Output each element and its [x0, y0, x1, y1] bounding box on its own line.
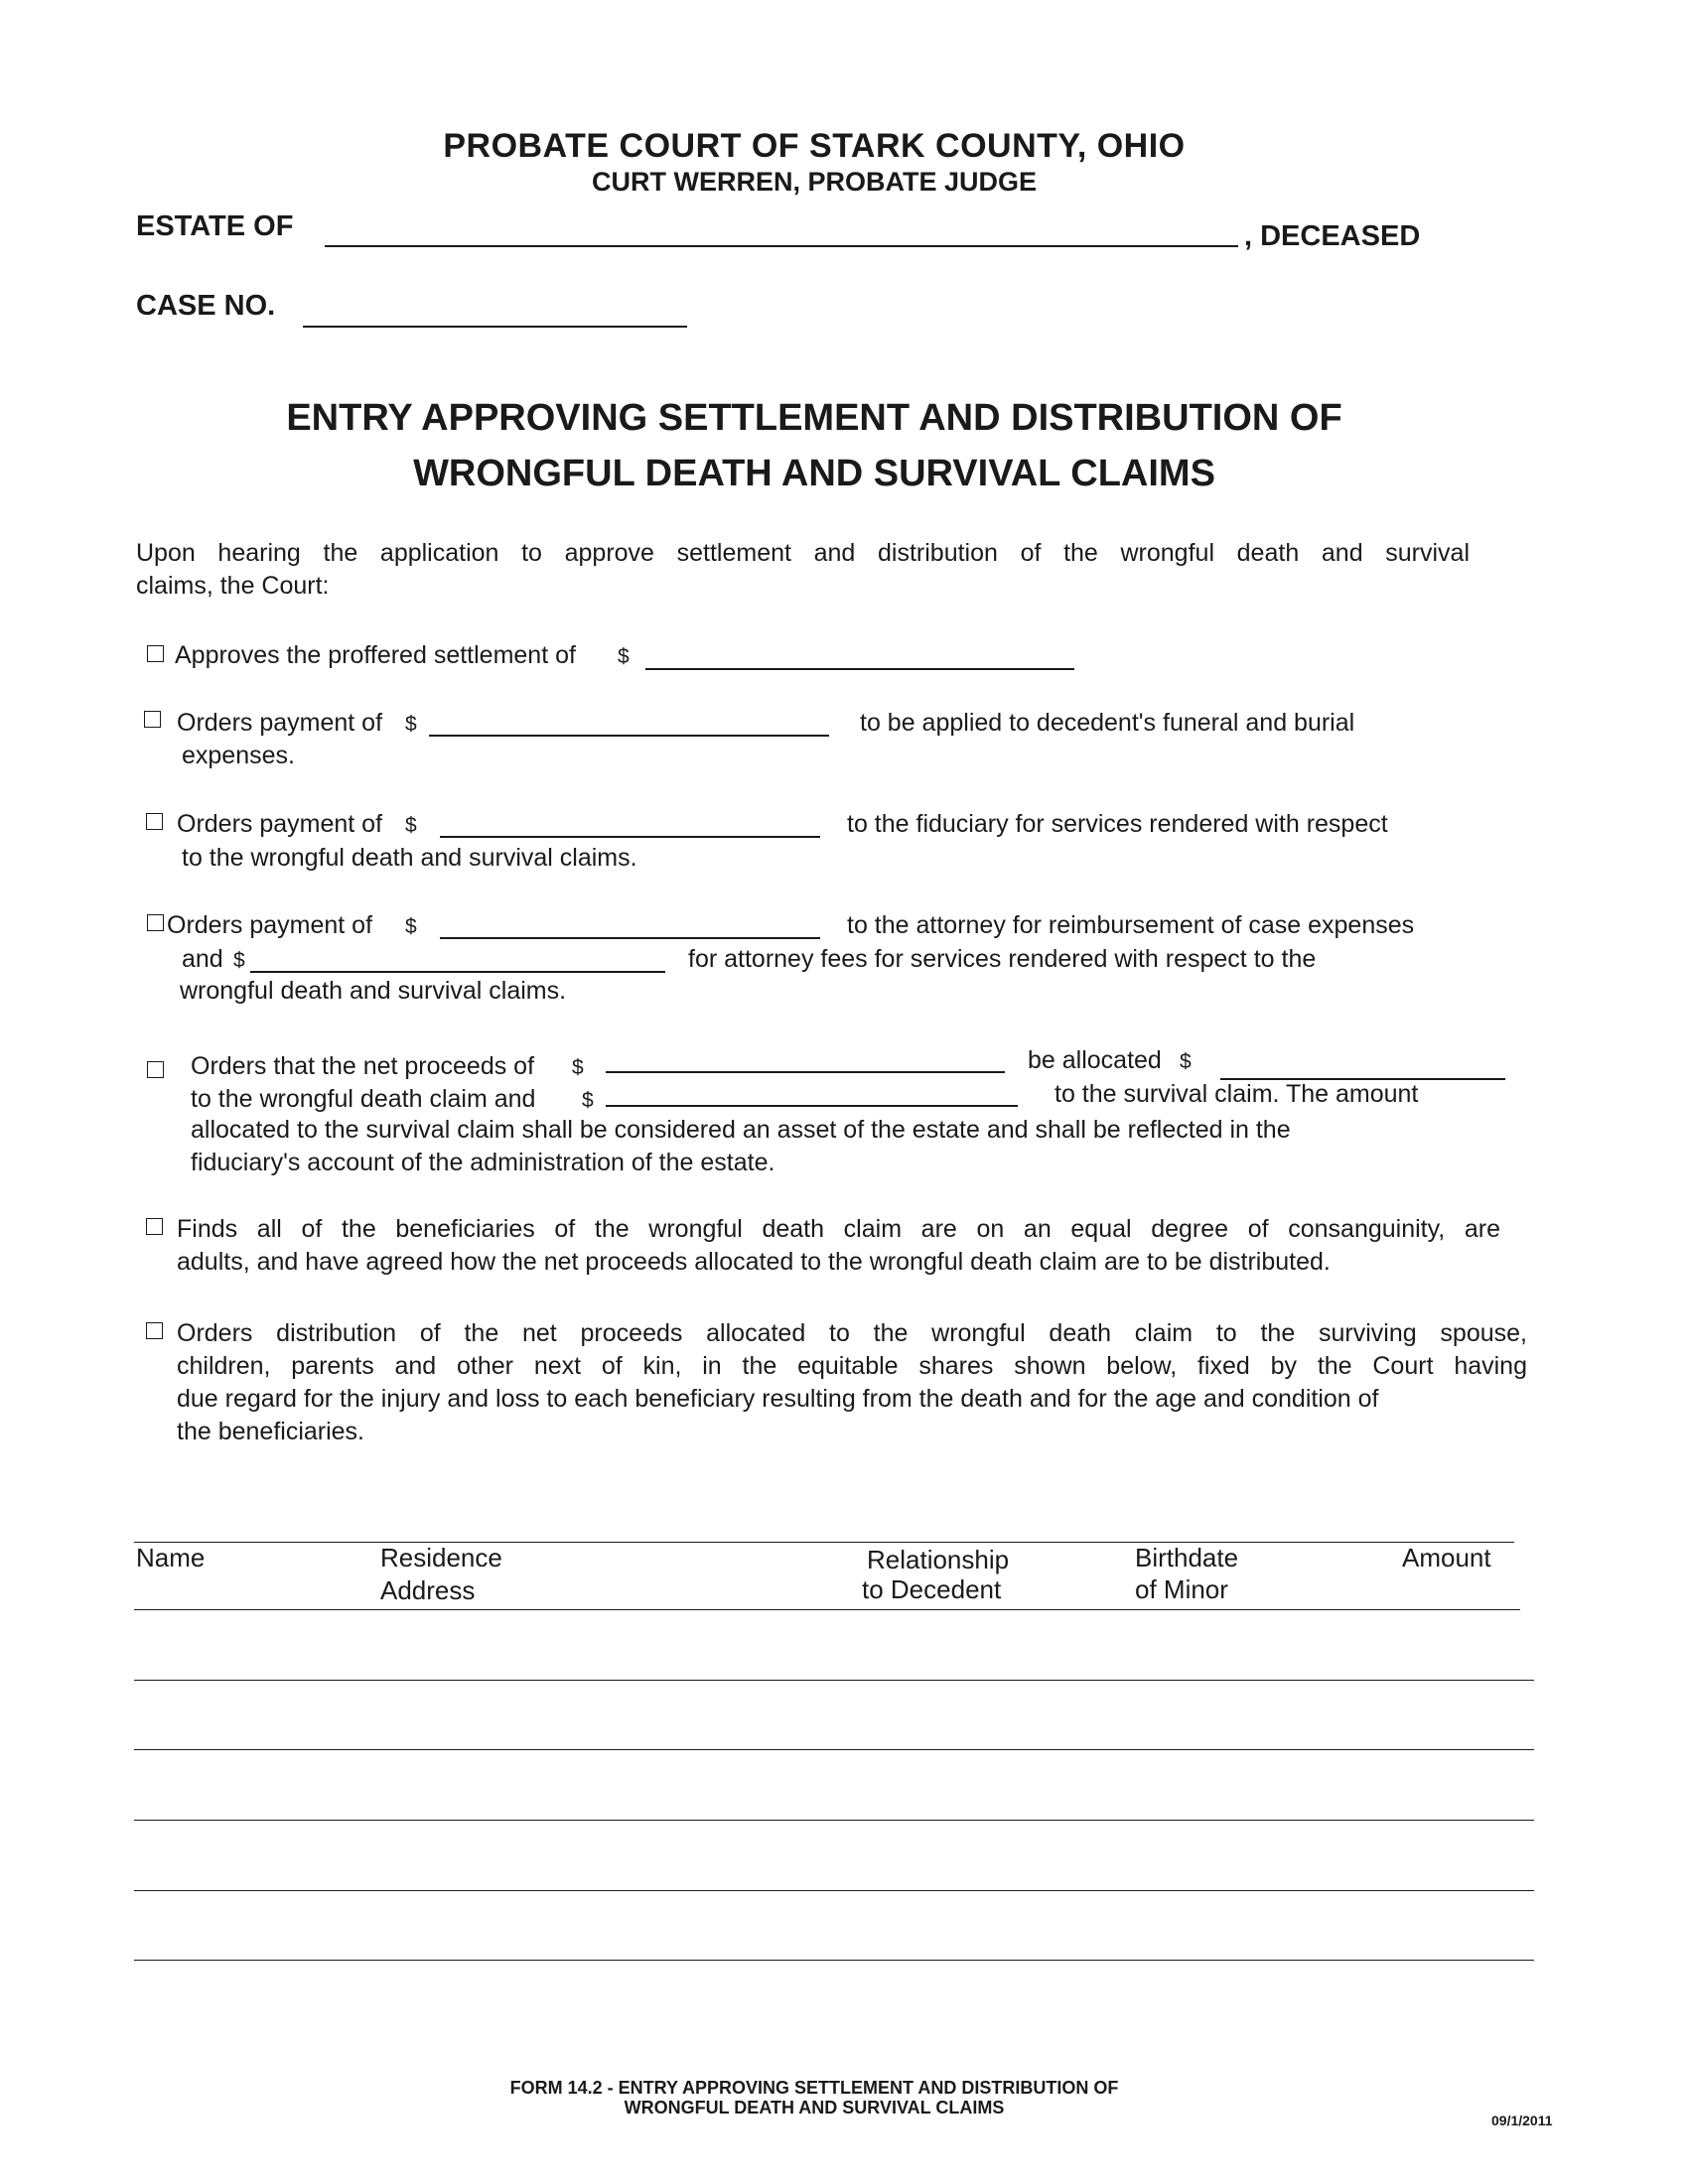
funeral-payment-checkbox[interactable] — [144, 711, 161, 728]
document-title-line1: ENTRY APPROVING SETTLEMENT AND DISTRIBUTION OF — [286, 397, 1342, 439]
fiduciary-payment-purpose: to the fiduciary for services rendered with respect — [847, 810, 1388, 838]
fiduciary-payment-checkbox[interactable] — [146, 813, 163, 830]
attorney-and-label: and — [182, 945, 223, 973]
estate-name-field[interactable] — [325, 245, 1238, 247]
estate-label: ESTATE OF — [136, 210, 294, 242]
table-top-rule — [134, 1542, 1514, 1543]
survival-allocation-field[interactable] — [606, 1105, 1018, 1107]
case-number-field[interactable] — [303, 326, 687, 328]
dollar-sign: $ — [618, 645, 630, 668]
table-row-line[interactable] — [134, 1960, 1534, 1961]
intro-line1: Upon hearing the application to approve settlement and distribution of the wrongful death and survival — [136, 539, 1470, 567]
table-row-line[interactable] — [134, 1820, 1534, 1821]
net-proceeds-line4: fiduciary's account of the administration of the estate. — [191, 1149, 775, 1176]
attorney-payment-prefix: Orders payment of — [167, 911, 373, 939]
col-header-to-decedent: to Decedent — [862, 1574, 1002, 1604]
footer-form-number: FORM 14.2 — [509, 2078, 603, 2098]
distribution-line4: the beneficiaries. — [177, 1418, 365, 1445]
approve-settlement-checkbox[interactable] — [147, 645, 164, 662]
attorney-payment-line3: wrongful death and survival claims. — [180, 977, 567, 1005]
be-allocated-label: be allocated — [1028, 1046, 1162, 1074]
distribution-checkbox[interactable] — [146, 1322, 163, 1339]
net-proceeds-line2-prefix: to the wrongful death claim and — [191, 1085, 536, 1113]
form-revision-date: 09/1/2011 — [1491, 2113, 1553, 2128]
fiduciary-payment-prefix: Orders payment of — [177, 810, 383, 838]
table-row-line[interactable] — [134, 1890, 1534, 1891]
fiduciary-payment-line2: to the wrongful death and survival claims. — [182, 844, 637, 872]
net-proceeds-checkbox[interactable] — [147, 1061, 164, 1078]
col-header-address: Address — [380, 1575, 476, 1605]
net-proceeds-line2-after: to the survival claim. The amount — [1055, 1080, 1419, 1108]
finds-line1: Finds all of the beneficiaries of the wrongful death claim are on an equal degree of consanguinity, are — [177, 1215, 1500, 1243]
net-proceeds-amount-field[interactable] — [606, 1071, 1005, 1073]
case-number-label: CASE NO. — [136, 290, 276, 322]
fiduciary-amount-field[interactable] — [440, 836, 820, 838]
dollar-sign: $ — [233, 949, 245, 972]
col-header-birthdate: Birthdate — [1135, 1543, 1239, 1572]
net-proceeds-line3: allocated to the survival claim shall be considered an asset of the estate and shall be reflected in the — [191, 1116, 1291, 1144]
table-header-rule — [134, 1609, 1520, 1610]
dollar-sign: $ — [405, 915, 417, 938]
finds-line2: adults, and have agreed how the net proceeds allocated to the wrongful death claim are to be distributed. — [177, 1248, 1331, 1276]
settlement-amount-field[interactable] — [645, 668, 1074, 670]
dollar-sign: $ — [405, 814, 417, 837]
dollar-sign: $ — [582, 1089, 594, 1112]
dollar-sign: $ — [572, 1056, 584, 1079]
funeral-payment-purpose: to be applied to decedent's funeral and burial — [860, 709, 1355, 737]
dollar-sign: $ — [1180, 1050, 1192, 1073]
col-header-residence: Residence — [380, 1543, 502, 1572]
approve-settlement-text: Approves the proffered settlement of — [175, 641, 576, 669]
footer-form-name: - ENTRY APPROVING SETTLEMENT AND DISTRIBUTION OF — [607, 2078, 1119, 2098]
table-row-line[interactable] — [134, 1749, 1534, 1750]
distribution-line1: Orders distribution of the net proceeds allocated to the wrongful death claim to the surviving spouse, — [177, 1319, 1527, 1347]
document-title-line2: WRONGFUL DEATH AND SURVIVAL CLAIMS — [413, 453, 1215, 494]
col-header-relationship: Relationship — [867, 1545, 1010, 1574]
table-row-line[interactable] — [134, 1680, 1534, 1681]
net-proceeds-prefix: Orders that the net proceeds of — [191, 1052, 535, 1080]
footer-form-title-line2: WRONGFUL DEATH AND SURVIVAL CLAIMS — [624, 2098, 1005, 2117]
attorney-fees-amount-field[interactable] — [250, 971, 665, 973]
court-name: PROBATE COURT OF STARK COUNTY, OHIO — [443, 127, 1186, 165]
col-header-amount: Amount — [1402, 1543, 1491, 1572]
attorney-payment-checkbox[interactable] — [147, 914, 164, 931]
col-header-name: Name — [136, 1543, 206, 1572]
judge-name: CURT WERREN, PROBATE JUDGE — [591, 167, 1038, 197]
deceased-label: , DECEASED — [1244, 220, 1421, 252]
funeral-payment-prefix: Orders payment of — [177, 709, 383, 737]
funeral-payment-line2: expenses. — [182, 742, 295, 769]
equal-consanguinity-checkbox[interactable] — [146, 1218, 163, 1235]
intro-line2: claims, the Court: — [136, 572, 330, 600]
col-header-of-minor: of Minor — [1135, 1574, 1228, 1604]
attorney-fees-purpose: for attorney fees for services rendered with respect to the — [688, 945, 1317, 973]
distribution-line3: due regard for the injury and loss to each beneficiary resulting from the death and for the age and condition of — [177, 1385, 1379, 1413]
attorney-expenses-purpose: to the attorney for reimbursement of case expenses — [847, 911, 1415, 939]
distribution-line2: children, parents and other next of kin, in the equitable shares shown below, fixed by the Court having — [177, 1352, 1527, 1380]
dollar-sign: $ — [405, 713, 417, 736]
funeral-amount-field[interactable] — [429, 735, 829, 737]
footer-form-title — [0, 2078, 1628, 2098]
attorney-expenses-amount-field[interactable] — [440, 937, 820, 939]
